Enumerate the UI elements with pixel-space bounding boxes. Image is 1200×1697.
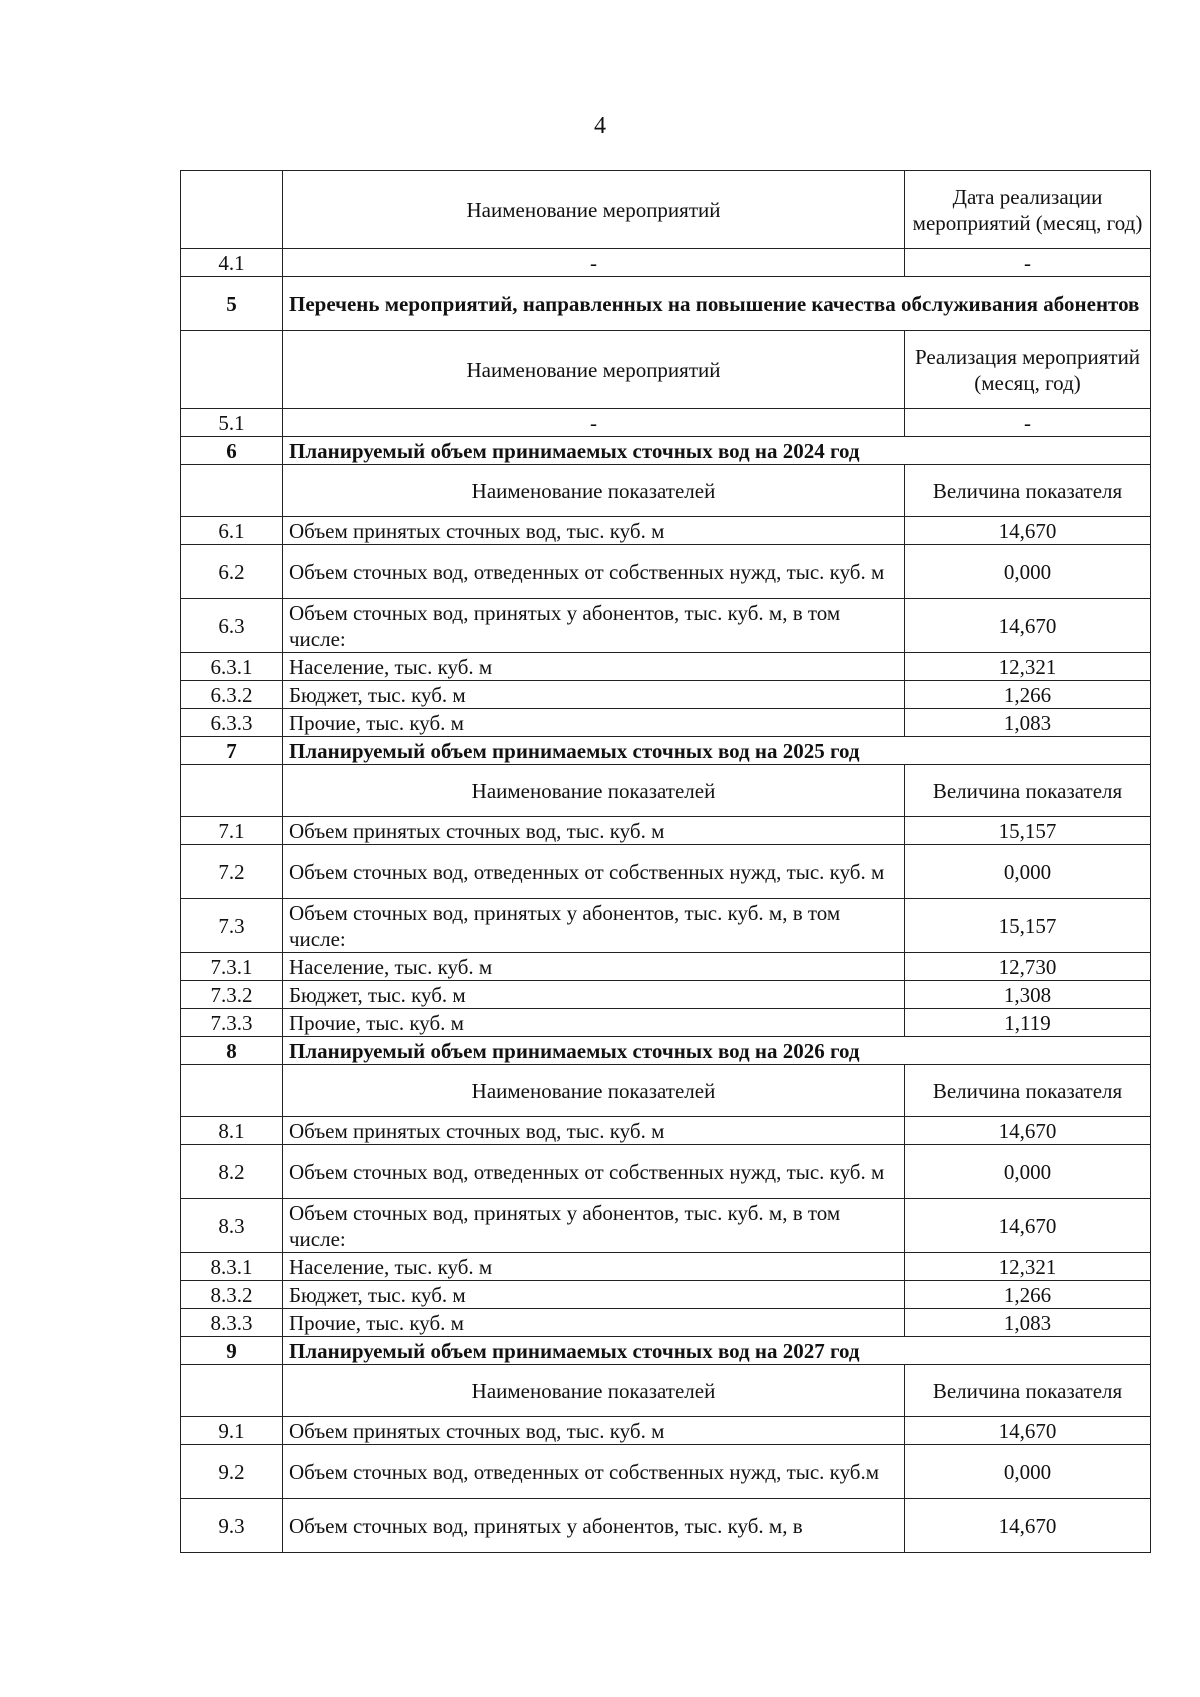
section-row bbox=[181, 737, 1151, 765]
row-number: 7.3.1 bbox=[181, 953, 283, 981]
section-title: Планируемый объем принимаемых сточных вод на 2024 год bbox=[283, 437, 1151, 465]
indicator-value: 1,119 bbox=[905, 1009, 1151, 1037]
table-row bbox=[181, 681, 1151, 709]
section-title: Перечень мероприятий, направленных на повышение качества обслуживания абонентов bbox=[283, 277, 1151, 331]
table-row bbox=[181, 599, 1151, 653]
header-name-cell: Наименование показателей bbox=[283, 1065, 905, 1117]
section-row bbox=[181, 1337, 1151, 1365]
indicator-name: Бюджет, тыс. куб. м bbox=[283, 1281, 905, 1309]
indicator-name: Объем сточных вод, принятых у абонентов, тыс. куб. м, в том числе: bbox=[283, 1199, 905, 1253]
indicator-value: 15,157 bbox=[905, 899, 1151, 953]
table-row bbox=[181, 1009, 1151, 1037]
row-number: 7.3.2 bbox=[181, 981, 283, 1009]
row-number: 4.1 bbox=[181, 249, 283, 277]
section-row bbox=[181, 1037, 1151, 1065]
header-value-cell: Величина показателя bbox=[905, 465, 1151, 517]
indicator-name: Объем сточных вод, принятых у абонентов, тыс. куб. м, в том числе: bbox=[283, 899, 905, 953]
header-num-cell bbox=[181, 171, 283, 249]
indicator-value: 14,670 bbox=[905, 1117, 1151, 1145]
indicator-value: 14,670 bbox=[905, 517, 1151, 545]
row-number: 7.1 bbox=[181, 817, 283, 845]
indicator-value: 12,730 bbox=[905, 953, 1151, 981]
page-number: 4 bbox=[594, 113, 606, 139]
row-number: 6.3.3 bbox=[181, 709, 283, 737]
indicator-value: 14,670 bbox=[905, 1499, 1151, 1553]
indicator-name: Население, тыс. куб. м bbox=[283, 653, 905, 681]
row-number: 8.3.3 bbox=[181, 1309, 283, 1337]
indicator-value: 1,266 bbox=[905, 1281, 1151, 1309]
table-row bbox=[181, 1445, 1151, 1499]
indicator-value: 1,308 bbox=[905, 981, 1151, 1009]
indicator-name: Население, тыс. куб. м bbox=[283, 953, 905, 981]
indicator-name: - bbox=[283, 249, 905, 277]
row-number: 9.3 bbox=[181, 1499, 283, 1553]
indicator-value: 1,266 bbox=[905, 681, 1151, 709]
header-num-cell bbox=[181, 465, 283, 517]
table-row bbox=[181, 1499, 1151, 1553]
indicator-name: Прочие, тыс. куб. м bbox=[283, 1309, 905, 1337]
table-row bbox=[181, 1417, 1151, 1445]
header-num-cell bbox=[181, 765, 283, 817]
section-title: Планируемый объем принимаемых сточных вод на 2025 год bbox=[283, 737, 1151, 765]
row-number: 6.1 bbox=[181, 517, 283, 545]
indicator-value: 0,000 bbox=[905, 1445, 1151, 1499]
row-number: 6.3.2 bbox=[181, 681, 283, 709]
indicator-value: 12,321 bbox=[905, 1253, 1151, 1281]
row-number: 6.3 bbox=[181, 599, 283, 653]
table-row bbox=[181, 1199, 1151, 1253]
header-value-cell: Реализация мероприятий (месяц, год) bbox=[905, 331, 1151, 409]
row-number: 8.3 bbox=[181, 1199, 283, 1253]
table-row bbox=[181, 981, 1151, 1009]
header-value-cell: Дата реализации мероприятий (месяц, год) bbox=[905, 171, 1151, 249]
table-header-row bbox=[181, 465, 1151, 517]
header-name-cell: Наименование показателей bbox=[283, 1365, 905, 1417]
table-row bbox=[181, 1309, 1151, 1337]
section-number: 8 bbox=[181, 1037, 283, 1065]
header-num-cell bbox=[181, 331, 283, 409]
indicator-name: Объем принятых сточных вод, тыс. куб. м bbox=[283, 817, 905, 845]
indicator-name: Объем принятых сточных вод, тыс. куб. м bbox=[283, 1417, 905, 1445]
indicator-name: - bbox=[283, 409, 905, 437]
indicator-value: 0,000 bbox=[905, 545, 1151, 599]
indicator-name: Прочие, тыс. куб. м bbox=[283, 1009, 905, 1037]
header-num-cell bbox=[181, 1065, 283, 1117]
indicator-name: Прочие, тыс. куб. м bbox=[283, 709, 905, 737]
indicator-value: 1,083 bbox=[905, 1309, 1151, 1337]
table-row bbox=[181, 845, 1151, 899]
table-row bbox=[181, 517, 1151, 545]
row-number: 8.1 bbox=[181, 1117, 283, 1145]
table-row bbox=[181, 1117, 1151, 1145]
indicator-name: Объем принятых сточных вод, тыс. куб. м bbox=[283, 517, 905, 545]
row-number: 7.3.3 bbox=[181, 1009, 283, 1037]
indicator-value: - bbox=[905, 249, 1151, 277]
table-row bbox=[181, 1281, 1151, 1309]
header-name-cell: Наименование мероприятий bbox=[283, 171, 905, 249]
section-number: 9 bbox=[181, 1337, 283, 1365]
indicator-value: 1,083 bbox=[905, 709, 1151, 737]
table-row bbox=[181, 899, 1151, 953]
header-value-cell: Величина показателя bbox=[905, 765, 1151, 817]
row-number: 9.2 bbox=[181, 1445, 283, 1499]
header-num-cell bbox=[181, 1365, 283, 1417]
indicator-name: Объем сточных вод, принятых у абонентов, тыс. куб. м, в том числе: bbox=[283, 599, 905, 653]
row-number: 8.3.2 bbox=[181, 1281, 283, 1309]
table-row bbox=[181, 653, 1151, 681]
indicator-name: Объем сточных вод, принятых у абонентов, тыс. куб. м, в bbox=[283, 1499, 905, 1553]
row-number: 5.1 bbox=[181, 409, 283, 437]
table-row bbox=[181, 953, 1151, 981]
section-number: 7 bbox=[181, 737, 283, 765]
section-number: 6 bbox=[181, 437, 283, 465]
table-row bbox=[181, 249, 1151, 277]
table-header-row bbox=[181, 1065, 1151, 1117]
indicator-value: 0,000 bbox=[905, 845, 1151, 899]
indicator-value: 14,670 bbox=[905, 1417, 1151, 1445]
header-name-cell: Наименование мероприятий bbox=[283, 331, 905, 409]
table-row bbox=[181, 545, 1151, 599]
header-name-cell: Наименование показателей bbox=[283, 465, 905, 517]
indicator-value: - bbox=[905, 409, 1151, 437]
row-number: 6.3.1 bbox=[181, 653, 283, 681]
section-row bbox=[181, 437, 1151, 465]
indicator-name: Бюджет, тыс. куб. м bbox=[283, 981, 905, 1009]
row-number: 8.3.1 bbox=[181, 1253, 283, 1281]
section-title: Планируемый объем принимаемых сточных вод на 2027 год bbox=[283, 1337, 1151, 1365]
table-header-row bbox=[181, 331, 1151, 409]
header-value-cell: Величина показателя bbox=[905, 1065, 1151, 1117]
indicator-name: Население, тыс. куб. м bbox=[283, 1253, 905, 1281]
table-row bbox=[181, 817, 1151, 845]
row-number: 8.2 bbox=[181, 1145, 283, 1199]
table-header-row bbox=[181, 765, 1151, 817]
indicator-value: 14,670 bbox=[905, 599, 1151, 653]
indicator-value: 0,000 bbox=[905, 1145, 1151, 1199]
row-number: 7.3 bbox=[181, 899, 283, 953]
indicator-name: Объем сточных вод, отведенных от собственных нужд, тыс. куб.м bbox=[283, 1445, 905, 1499]
table-row bbox=[181, 709, 1151, 737]
row-number: 6.2 bbox=[181, 545, 283, 599]
indicator-name: Объем сточных вод, отведенных от собственных нужд, тыс. куб. м bbox=[283, 845, 905, 899]
indicator-value: 15,157 bbox=[905, 817, 1151, 845]
table-header-row bbox=[181, 171, 1151, 249]
indicator-name: Объем сточных вод, отведенных от собственных нужд, тыс. куб. м bbox=[283, 545, 905, 599]
table-body bbox=[181, 171, 1151, 1553]
indicator-name: Бюджет, тыс. куб. м bbox=[283, 681, 905, 709]
indicator-name: Объем сточных вод, отведенных от собственных нужд, тыс. куб. м bbox=[283, 1145, 905, 1199]
section-number: 5 bbox=[181, 277, 283, 331]
section-title: Планируемый объем принимаемых сточных вод на 2026 год bbox=[283, 1037, 1151, 1065]
indicator-name: Объем принятых сточных вод, тыс. куб. м bbox=[283, 1117, 905, 1145]
table-row bbox=[181, 409, 1151, 437]
table-row bbox=[181, 1253, 1151, 1281]
table-header-row bbox=[181, 1365, 1151, 1417]
indicator-value: 12,321 bbox=[905, 653, 1151, 681]
section-row bbox=[181, 277, 1151, 331]
header-value-cell: Величина показателя bbox=[905, 1365, 1151, 1417]
row-number: 7.2 bbox=[181, 845, 283, 899]
header-name-cell: Наименование показателей bbox=[283, 765, 905, 817]
row-number: 9.1 bbox=[181, 1417, 283, 1445]
measures-table bbox=[180, 170, 1151, 1553]
table-row bbox=[181, 1145, 1151, 1199]
indicator-value: 14,670 bbox=[905, 1199, 1151, 1253]
